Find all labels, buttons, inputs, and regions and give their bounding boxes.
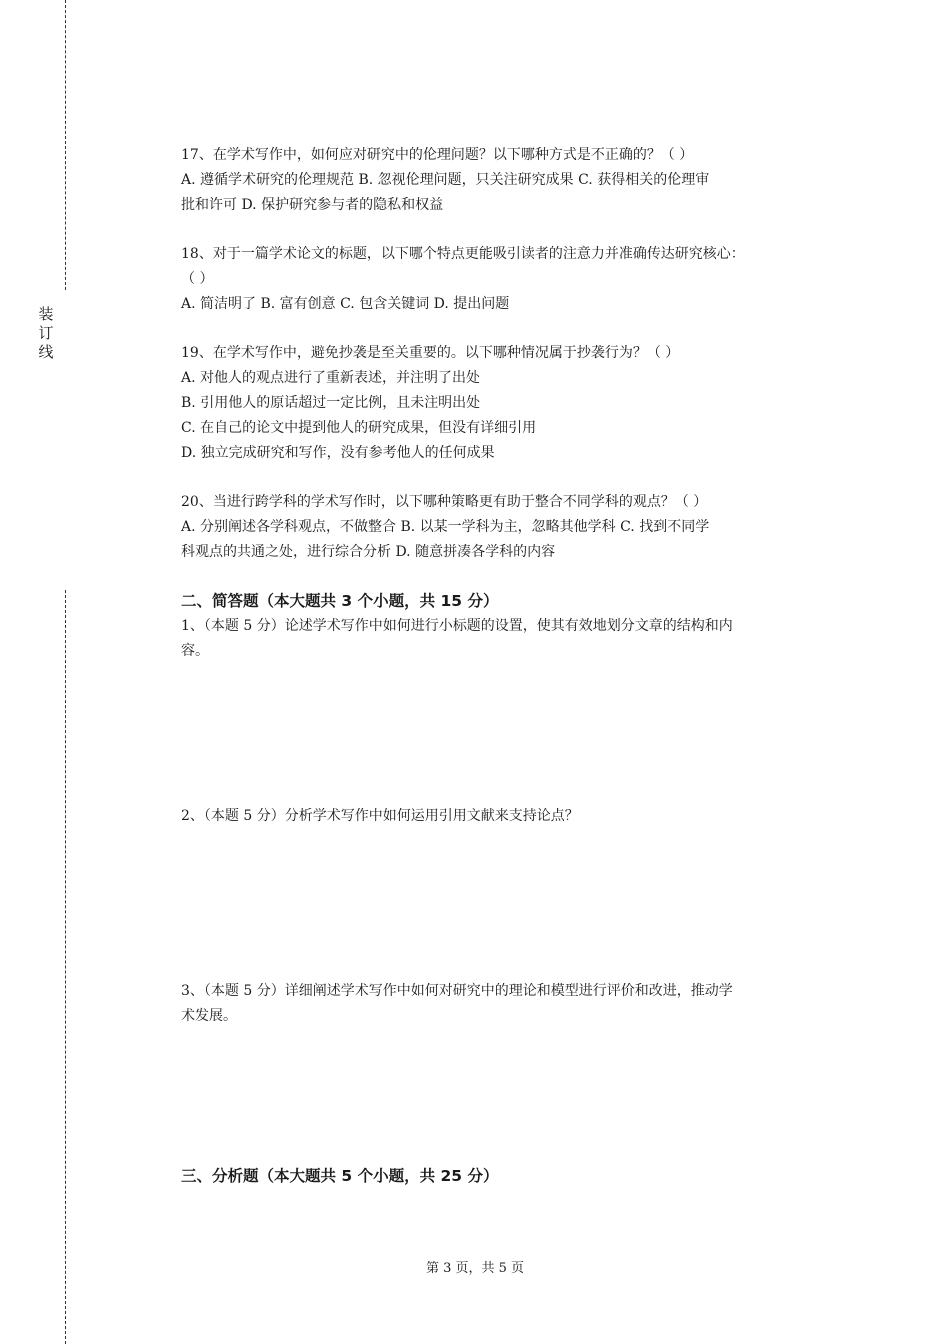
question-stem: 18、对于一篇学术论文的标题，以下哪个特点更能吸引读者的注意力并准确传达研究核心： [181,246,745,262]
page-footer: 第 3 页，共 5 页 [425,1261,525,1276]
binding-line-bottom [65,590,66,1344]
question-17 [181,143,846,218]
short-answer-3 [181,979,846,1029]
option-line: B. 引用他人的原话超过一定比例，且未注明出处 [181,395,481,411]
question-20 [181,490,846,565]
question-text: 2、（本题 5 分）分析学术写作中如何运用引用文献来支持论点？ [181,808,579,824]
question-text: 术发展。 [181,1008,237,1024]
option-line: A. 遵循学术研究的伦理规范 B. 忽视伦理问题，只关注研究成果 C. 获得相关的伦理审 [181,172,710,188]
question-stem: 17、在学术写作中，如何应对研究中的伦理问题？以下哪种方式是不正确的？（ ） [181,147,694,163]
option-line: A. 分别阐述各学科观点，不做整合 B. 以某一学科为主，忽略其他学科 C. 找到不同学 [181,519,710,535]
option-line: D. 独立完成研究和写作，没有参考他人的任何成果 [181,445,495,461]
question-stem: 19、在学术写作中，避免抄袭是至关重要的。以下哪种情况属于抄袭行为？（ ） [181,345,680,361]
binding-line-top [65,0,66,290]
section-title-short-answer: 二、简答题（本大题共 3 个小题，共 15 分） [181,592,499,610]
option-line: C. 在自己的论文中提到他人的研究成果，但没有详细引用 [181,420,537,436]
binding-label: 装订线 [38,305,54,361]
answer-space [181,829,846,979]
question-19 [181,341,846,466]
question-stem-continued: （ ） [181,271,214,287]
short-answer-2 [181,804,846,829]
short-answer-1 [181,614,846,664]
option-line: A. 简洁明了 B. 富有创意 C. 包含关键词 D. 提出问题 [181,296,510,312]
question-18 [181,242,846,317]
question-stem: 20、当进行跨学科的学术写作时，以下哪种策略更有助于整合不同学科的观点？（ ） [181,494,708,510]
answer-space [181,664,846,804]
question-text: 3、（本题 5 分）详细阐述学术写作中如何对研究中的理论和模型进行评价和改进，推动学 [181,983,733,999]
section-title-analysis: 三、分析题（本大题共 5 个小题，共 25 分） [181,1167,499,1185]
option-line: A. 对他人的观点进行了重新表述，并注明了出处 [181,370,481,386]
answer-space [181,1029,846,1163]
option-line: 批和许可 D. 保护研究参与者的隐私和权益 [181,197,444,213]
page-content [181,143,846,1189]
question-text: 1、（本题 5 分）论述学术写作中如何进行小标题的设置，使其有效地划分文章的结构和内 [181,618,733,634]
option-line: 科观点的共通之处，进行综合分析 D. 随意拼凑各学科的内容 [181,544,556,560]
question-text: 容。 [181,643,209,659]
